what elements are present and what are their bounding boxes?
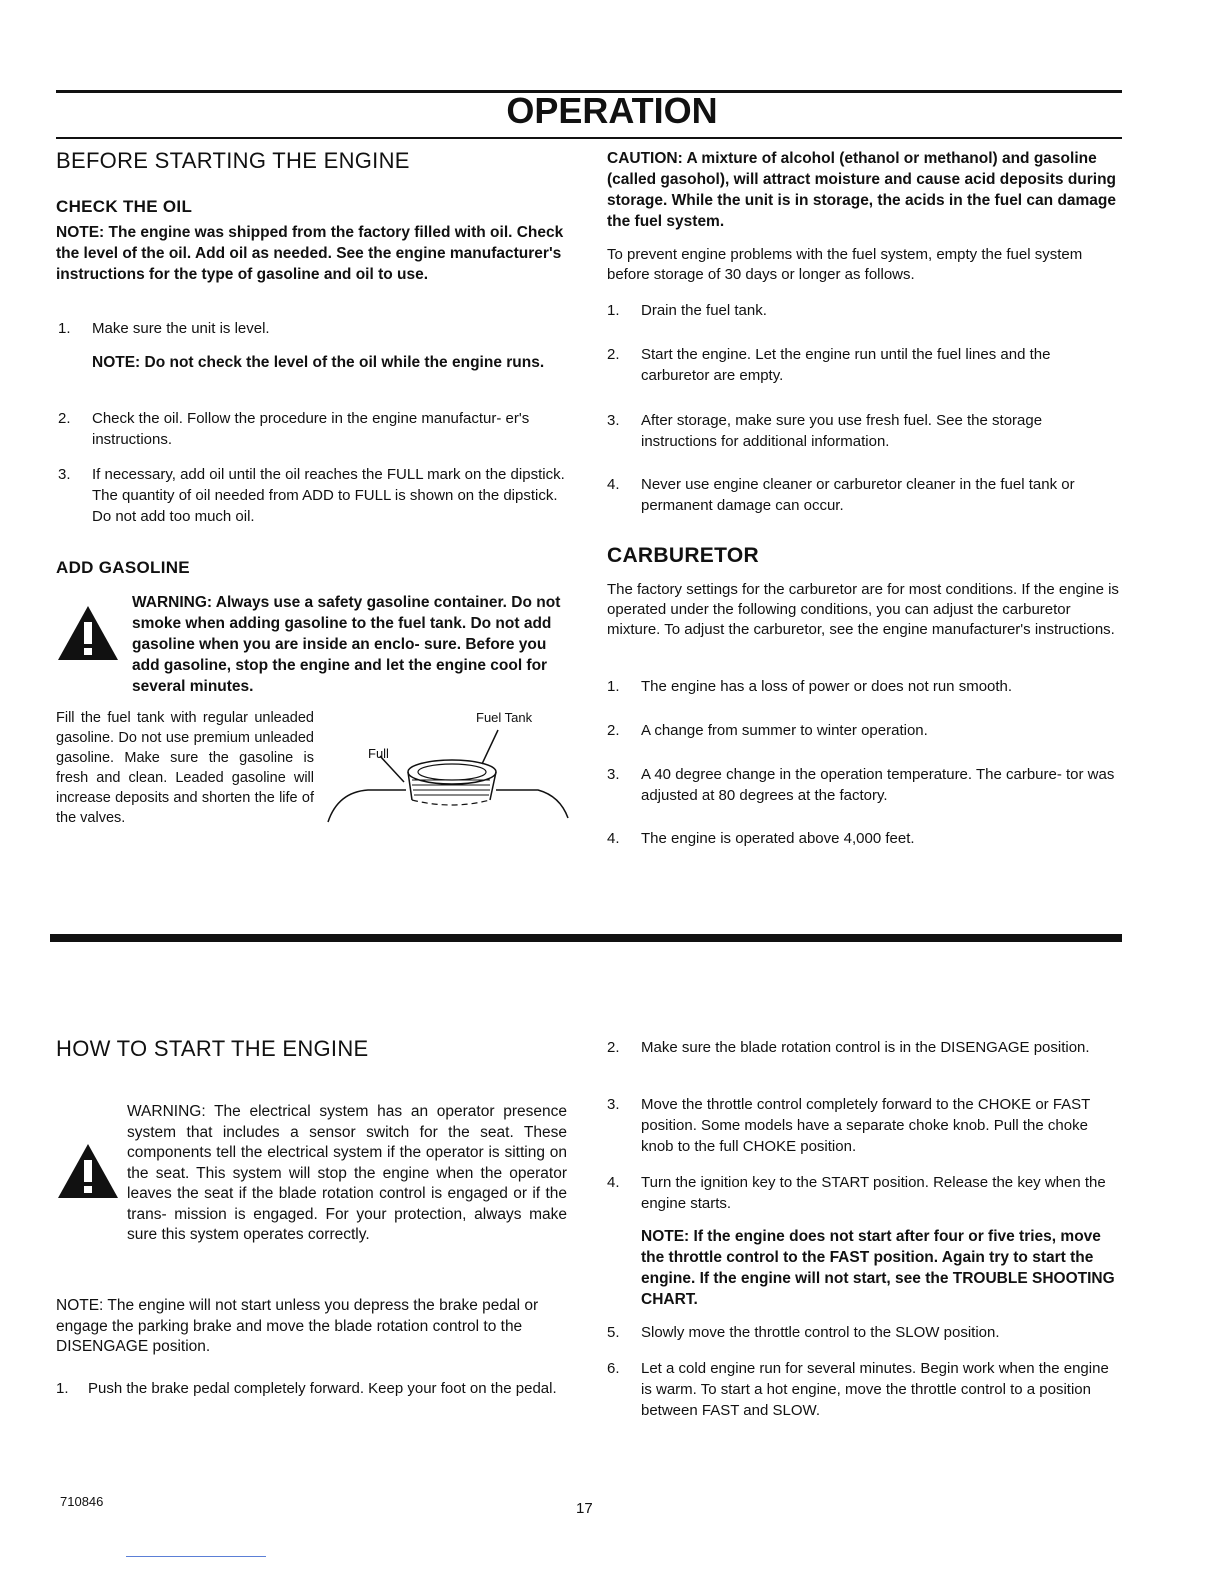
carb-step-2-text: A change from summer to winter operation.: [641, 722, 928, 739]
oil-step-2-num: 2.: [58, 410, 71, 427]
oil-step-3-num: 3.: [58, 466, 71, 483]
start-step-3-text: Move the throttle control completely forward to the CHOKE or FAST position. Some models have a separate choke knob. Pull the choke knob to the full CHOKE position.: [641, 1096, 1091, 1155]
warning-triangle-icon: [56, 604, 120, 662]
gasoline-warning: WARNING: Always use a safety gasoline container. Do not smoke when adding gasoline to the fuel tank. Do not add gasoline when you are inside an enclo- sure. Before you add gasoline, stop the engine and let the engine cool for several minutes.: [132, 594, 561, 695]
start-step-4-text: Turn the ignition key to the START position. Release the key when the engine starts.: [641, 1174, 1106, 1212]
add-gasoline-heading: ADD GASOLINE: [56, 558, 190, 577]
start-step-1-text: Push the brake pedal completely forward. Keep your foot on the pedal.: [88, 1380, 557, 1397]
start-step-2-num: 2.: [607, 1039, 620, 1056]
fuel-storage-intro: To prevent engine problems with the fuel system, empty the fuel system before storage of 30 days or longer as follows.: [607, 246, 1083, 283]
fuel-step-3-text: After storage, make sure you use fresh fuel. See the storage instructions for additional information.: [641, 412, 1043, 450]
oil-step-1-num: 1.: [58, 320, 71, 337]
carb-step-2-num: 2.: [607, 722, 620, 739]
fuel-tank-figure: [320, 706, 580, 836]
bottom-link-line: [126, 1556, 266, 1557]
how-to-start-heading: HOW TO START THE ENGINE: [56, 1036, 369, 1061]
start-step-4-note: NOTE: If the engine does not start after four or five tries, move the throttle control to the FAST position. Again try to start the engine. If the engine will not start, see the TROUBLE SHOOTING CHART.: [641, 1228, 1115, 1308]
page-title: OPERATION: [506, 90, 718, 131]
carb-step-1-num: 1.: [607, 678, 620, 695]
carburetor-intro: The factory settings for the carburetor are for most conditions. If the engine is operated under the following conditions, you can adjust the carburetor mixture. To adjust the carburetor, see the engine manufacturer's instructions.: [607, 581, 1119, 638]
carb-step-4-text: The engine is operated above 4,000 feet.: [641, 830, 915, 847]
fuel-step-1-num: 1.: [607, 302, 620, 319]
start-step-1-num: 1.: [56, 1380, 69, 1397]
start-note: NOTE: The engine will not start unless you depress the brake pedal or engage the parking brake and move the blade rotation control to the DISENGAGE position.: [56, 1297, 539, 1355]
fuel-step-4-text: Never use engine cleaner or carburetor cleaner in the fuel tank or permanent damage can occur.: [641, 476, 1075, 514]
start-step-6-num: 6.: [607, 1360, 620, 1377]
full-label: Full: [368, 746, 389, 761]
carb-step-1-text: The engine has a loss of power or does not run smooth.: [641, 678, 1013, 695]
fill-tank-text: Fill the fuel tank with regular unleaded gasoline. Do not use premium unleaded gasoline. Make sure the gasoline is fresh and clean. Leaded gasoline will increase deposits and shorten the life of the valves.: [56, 710, 314, 826]
oil-step-3-text: If necessary, add oil until the oil reaches the FULL mark on the dipstick. The quantity of oil needed from ADD to FULL is shown on the dipstick. Do not add too much oil.: [92, 466, 565, 525]
fuel-tank-label: Fuel Tank: [476, 710, 533, 725]
warning-triangle-icon-2: [56, 1142, 120, 1200]
fuel-step-2-text: Start the engine. Let the engine run until the fuel lines and the carburetor are empty.: [641, 346, 1051, 384]
fuel-step-3-num: 3.: [607, 412, 620, 429]
check-oil-heading: CHECK THE OIL: [56, 197, 193, 216]
carb-step-4-num: 4.: [607, 830, 620, 847]
start-warning: WARNING: The electrical system has an operator presence system that includes a sensor switch for the seat. These components tell the electrical system if the operator is sitting on the seat. This system will stop the engine when the operator leaves the seat if the blade rotation control is engaged or if the trans- mission is engaged. For your protection, always make sure this system operates correctly.: [127, 1103, 567, 1243]
oil-step-1-note: NOTE: Do not check the level of the oil while the engine runs.: [92, 354, 545, 371]
carb-step-3-text: A 40 degree change in the operation temperature. The carbure- tor was adjusted at 80 degrees at the factory.: [641, 766, 1115, 804]
start-step-4-num: 4.: [607, 1174, 620, 1191]
start-step-6-text: Let a cold engine run for several minutes. Begin work when the engine is warm. To start a hot engine, move the throttle control to a position between FAST and SLOW.: [641, 1360, 1109, 1419]
fuel-step-4-num: 4.: [607, 476, 620, 493]
carb-step-3-num: 3.: [607, 766, 620, 783]
carburetor-heading: CARBURETOR: [607, 544, 759, 567]
start-step-5-num: 5.: [607, 1324, 620, 1341]
fuel-step-1-text: Drain the fuel tank.: [641, 302, 767, 319]
start-step-2-text: Make sure the blade rotation control is in the DISENGAGE position.: [641, 1039, 1090, 1056]
check-oil-note: NOTE: The engine was shipped from the factory filled with oil. Check the level of the oil. Add oil as needed. See the engine manufacturer's instructions for the type of gasoline and oil to use.: [56, 224, 564, 283]
oil-step-2-text: Check the oil. Follow the procedure in the engine manufactur- er's instructions.: [92, 410, 530, 448]
title-underline: [56, 137, 1122, 139]
section-divider: [50, 934, 1122, 942]
before-starting-heading: BEFORE STARTING THE ENGINE: [56, 148, 410, 173]
start-step-5-text: Slowly move the throttle control to the SLOW position.: [641, 1324, 1000, 1341]
fuel-step-2-num: 2.: [607, 346, 620, 363]
page-number: 17: [576, 1500, 593, 1517]
caution-text: CAUTION: A mixture of alcohol (ethanol or methanol) and gasoline (called gasohol), will attract moisture and cause acid deposits during storage. While the unit is in storage, the acids in the fuel can damage the fuel system.: [607, 150, 1117, 230]
start-step-3-num: 3.: [607, 1096, 620, 1113]
part-number: 710846: [60, 1494, 104, 1509]
oil-step-1-text: Make sure the unit is level.: [92, 320, 270, 337]
